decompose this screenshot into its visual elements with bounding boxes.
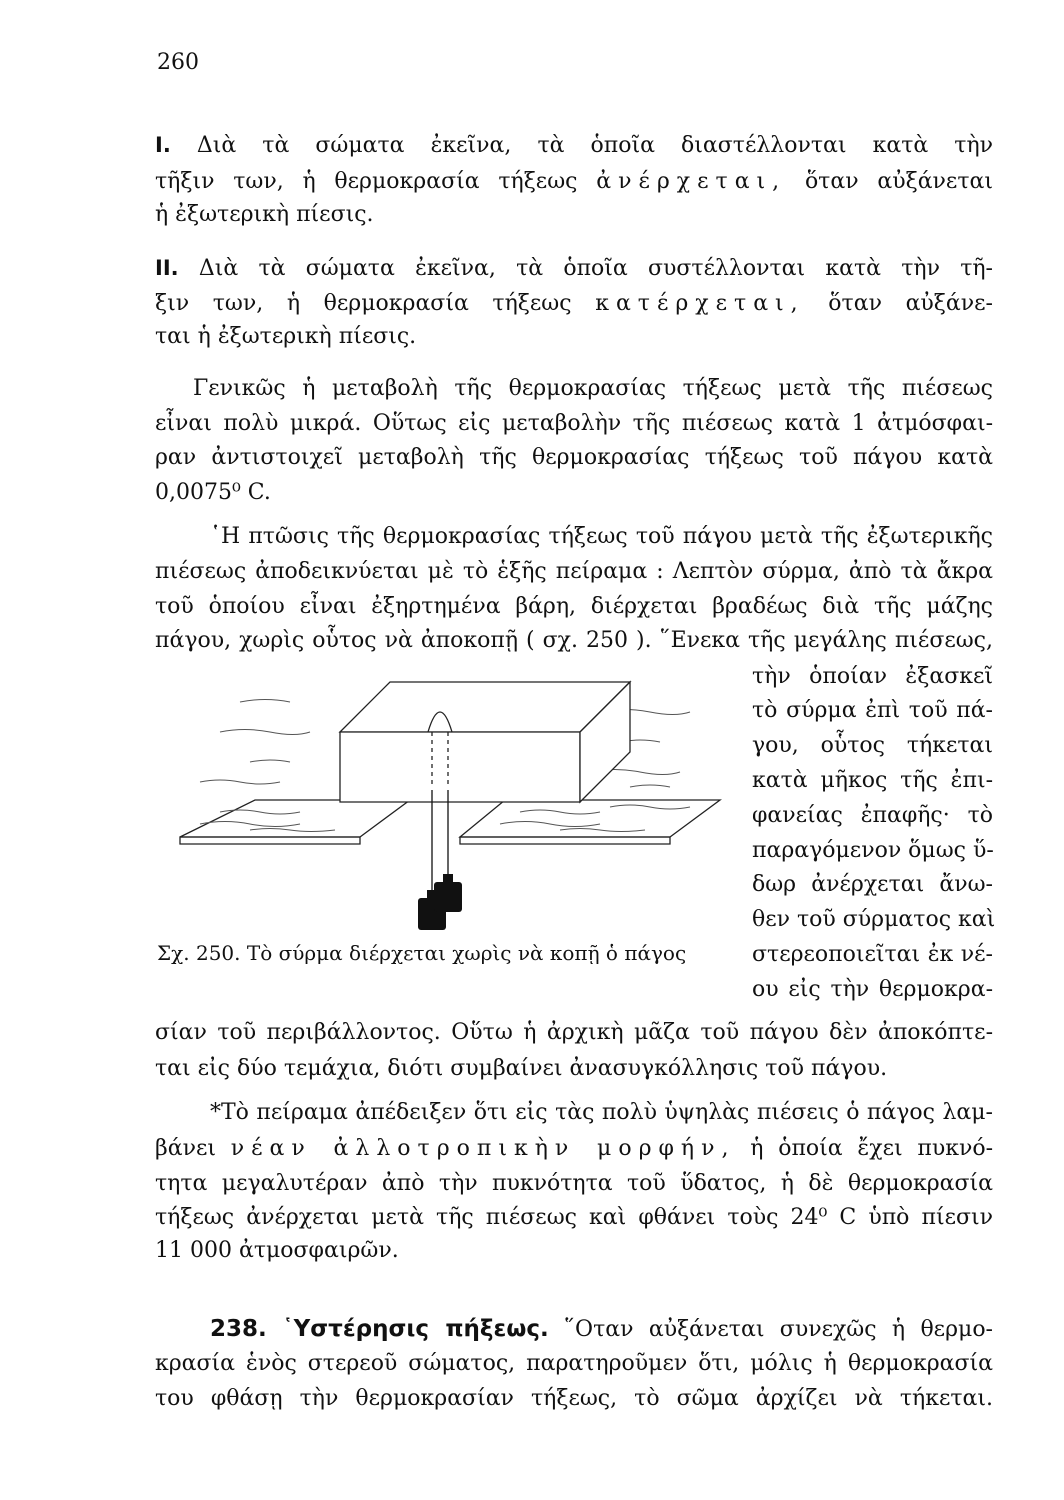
wire-through-ice-figure [160, 672, 730, 947]
ice-top [340, 682, 630, 732]
experiment-end-1: σίαν τοῦ περιβάλλοντος. Οὕτω ἡ ἀρχικὴ μᾶζα τοῦ πάγου δὲν ἀποκόπτε- [155, 1020, 993, 1045]
weight-right-knob [443, 874, 453, 882]
rule1-line1 [155, 130, 993, 161]
rule1-text-2b: ὅταν αὐξάνεται [804, 169, 993, 194]
allotropic-text-2a: βάνει [155, 1136, 216, 1161]
general-line3: ραν ἀντιστοιχεῖ μεταβολὴ τῆς θερμοκρασίας τήξεως τοῦ πάγου κατὰ [155, 445, 993, 470]
allotropic-line1: *Τὸ πείραμα ἀπέδειξεν ὅτι εἰς τὰς πολὺ ὑψηλὰς πιέσεις ὁ πάγος λαμ- [210, 1100, 993, 1125]
experiment-narrow-8: θεν τοῦ σύρματος καὶ [752, 907, 996, 932]
rule2-number: II. [155, 256, 179, 280]
rule1-number: I. [155, 133, 171, 157]
rule1-text-1: Διὰ τὰ σώματα ἐκεῖνα, τὰ ὁποῖα διαστέλλονται κατὰ τὴν [196, 133, 994, 158]
experiment-narrow-5: φανείας ἐπαφῆς· τὸ [752, 803, 993, 828]
table-slab-right-edge [460, 837, 670, 844]
section-238-title: ῾Υστέρησις πήξεως. [282, 1316, 549, 1342]
allotropic-line5: 11 000 ἀτμοσφαιρῶν. [155, 1238, 399, 1263]
rule1-emphasis: ἀνέρχεται, [596, 169, 787, 194]
experiment-narrow-7: δωρ ἀνέρχεται ἄνω- [752, 872, 993, 897]
figure-caption: Σχ. 250. Τὸ σύρμα διέρχεται χωρὶς νὰ κοπῇ ὁ πάγος [157, 941, 687, 965]
rule1-text-2a: τῆξιν των, ἡ θερμοκρασία τήξεως [155, 169, 578, 194]
allotropic-line2 [155, 1134, 993, 1164]
allotropic-line4: τήξεως ἀνέρχεται μετὰ τῆς πιέσεως καὶ φθάνει τοὺς 24⁰ C ὑπὸ πίεσιν [155, 1205, 993, 1230]
table-slab-left [180, 800, 410, 837]
experiment-narrow-4: κατὰ μῆκος τῆς ἐπι- [752, 768, 993, 793]
table-slab-left-edge [180, 837, 360, 844]
section-238-text-1: ῞Οταν αὐξάνεται συνεχῶς ἡ θερμο- [564, 1317, 993, 1342]
ice-front [340, 732, 580, 802]
rule1-line2 [155, 167, 993, 197]
allotropic-text-2b: ἡ ὁποία ἔχει πυκνό- [750, 1136, 993, 1161]
rule2-line3: ται ἡ ἐξωτερικὴ πίεσις. [155, 324, 417, 349]
rule1-line3: ἡ ἐξωτερικὴ πίεσις. [155, 202, 374, 227]
experiment-line2: πιέσεως ἀποδεικνύεται μὲ τὸ ἑξῆς πείραμα : Λεπτὸν σύρμα, ἀπὸ τὰ ἄκρα [155, 559, 993, 584]
allotropic-line3: τητα μεγαλυτέραν ἀπὸ τὴν πυκνότητα τοῦ ὕδατος, ἡ δὲ θερμοκρασία [155, 1171, 993, 1196]
general-line4: 0,0075⁰ C. [155, 480, 271, 505]
section-238-line3: του φθάσῃ τὴν θερμοκρασίαν τήξεως, τὸ σῶμα ἀρχίζει νὰ τήκεται. [155, 1386, 993, 1411]
rule2-emphasis: κατέρχεται, [595, 291, 805, 316]
experiment-narrow-3: γου, οὗτος τήκεται [752, 733, 993, 758]
allotropic-emphasis: νέαν ἀλλοτροπικὴν μορφήν, [230, 1136, 736, 1161]
experiment-line3: τοῦ ὁποίου εἶναι ἐξηρτημένα βάρη, διέρχεται βραδέως διὰ τῆς μάζης [155, 594, 993, 619]
rule2-text-1: Διὰ τὰ σώματα ἐκεῖνα, τὰ ὁποῖα συστέλλονται κατὰ τὴν τῆ- [198, 256, 993, 281]
rule2-text-2b: ὅταν αὐξάνε- [828, 291, 993, 316]
rule2-text-2a: ξιν των, ἡ θερμοκρασία τήξεως [155, 291, 572, 316]
section-238-line2: κρασία ἑνὸς στερεοῦ σώματος, παρατηροῦμεν ὅτι, μόλις ἡ θερμοκρασία [155, 1351, 993, 1376]
rule2-line1 [155, 253, 993, 284]
general-line2: εἶναι πολὺ μικρά. Οὕτως εἰς μεταβολὴν τῆς πιέσεως κατὰ 1 ἀτμόσφαι- [155, 411, 993, 436]
table-slab-right [460, 800, 720, 837]
experiment-narrow-9: στερεοποιεῖται ἐκ νέ- [752, 942, 993, 967]
weight-right [434, 882, 462, 912]
general-line1: Γενικῶς ἡ μεταβολὴ τῆς θερμοκρασίας τήξεως μετὰ τῆς πιέσεως [193, 376, 993, 401]
experiment-narrow-2: τὸ σύρμα ἐπὶ τοῦ πά- [752, 698, 993, 723]
section-238-line1 [210, 1314, 993, 1345]
experiment-narrow-1: τὴν ὁποίαν ἐξασκεῖ [752, 664, 993, 689]
experiment-narrow-10: ου εἰς τὴν θερμοκρα- [752, 977, 993, 1002]
experiment-end-2: ται εἰς δύο τεμάχια, διότι συμβαίνει ἀνασυγκόλλησις τοῦ πάγου. [155, 1056, 888, 1081]
experiment-line4: πάγου, χωρὶς οὗτος νὰ ἀποκοπῇ ( σχ. 250 ). ῞Ενεκα τῆς μεγάλης πιέσεως, [155, 628, 993, 653]
experiment-line1: ῾Η πτῶσις τῆς θερμοκρασίας τήξεως τοῦ πάγου μετὰ τῆς ἐξωτερικῆς [210, 524, 993, 549]
rule2-line2 [155, 289, 993, 319]
page-number: 260 [157, 50, 199, 75]
section-238-number: 238. [210, 1316, 267, 1342]
experiment-narrow-6: παραγόμενον ὅμως ὕ- [752, 838, 994, 863]
